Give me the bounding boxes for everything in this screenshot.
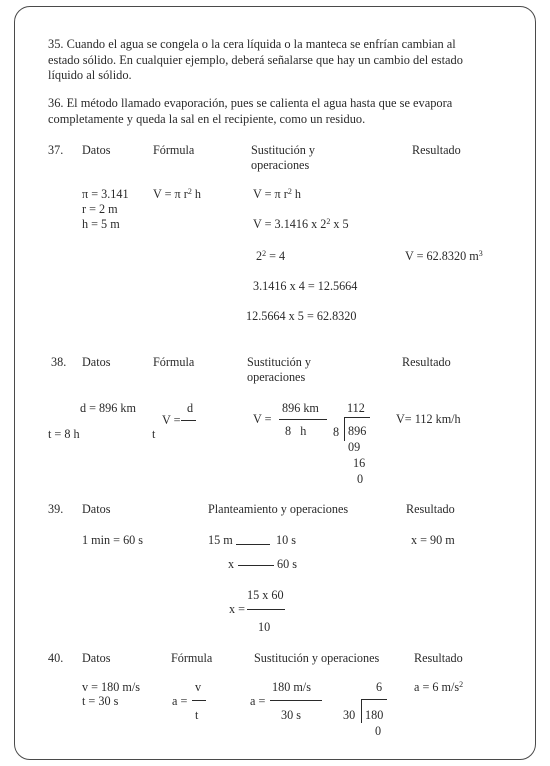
problem-40-div-dividend: 180: [365, 708, 384, 722]
answer-36-line2: completamente y queda la sal en el recipiente, como un residuo.: [48, 111, 366, 126]
problem-37-op4: 3.1416 x 4 = 12.5664: [253, 279, 358, 293]
problem-40-data-v: v = 180 m/s: [82, 680, 140, 694]
problem-40-result: a = 6 $m/s^2$: [414, 680, 464, 694]
problem-38-sust-den: 8 h: [285, 424, 307, 438]
problem-40-formula-den: t: [195, 708, 199, 722]
problem-38-div-dividend: 896: [348, 424, 367, 438]
problem-38-div-quotient: 112: [347, 401, 365, 415]
problem-38-data-d: d = 896 km: [80, 401, 136, 415]
problem-40-data-t: t = 30 s: [82, 694, 119, 708]
answer-35-line3: líquido al sólido.: [48, 68, 132, 82]
problem-39-frac-bar: [247, 609, 285, 610]
problem-39-frac-left: x =: [229, 602, 246, 616]
problem-40-number: 40.: [48, 651, 64, 665]
problem-39-row2-left: x: [228, 557, 235, 571]
problem-38-div-divisor: 8: [333, 425, 340, 439]
problem-40-div-divisor: 30: [343, 708, 356, 722]
problem-40-header-result: Resultado: [414, 651, 463, 665]
problem-38-div-rem1: 09: [348, 440, 361, 454]
problem-38-header-datos: Datos: [82, 355, 111, 369]
problem-38-sust-left: V =: [253, 412, 272, 426]
problem-39-result: x = 90 m: [411, 533, 455, 547]
problem-40-formula-bar: [192, 700, 206, 701]
answer-36: [48, 96, 452, 127]
problem-37-data-r: r = 2 m: [82, 202, 118, 216]
answer-36-line1: 36. El método llamado evaporación, pues se calienta el agua hasta que se evapora: [48, 96, 453, 110]
problem-39-frac-num: 15 x 60: [247, 588, 284, 602]
answer-35: [48, 37, 463, 84]
problem-38-sust-num: 896 km: [282, 401, 319, 415]
problem-40-div-top-bar: [361, 699, 387, 700]
problem-40-div-remainder: 0: [375, 724, 382, 738]
problem-38-formula-left: V =: [162, 413, 181, 427]
problem-38-header-result: Resultado: [402, 355, 451, 369]
problem-40-div-quotient: 6: [376, 680, 383, 694]
problem-38-number: 38.: [51, 355, 67, 369]
problem-39-row1-line: [236, 544, 270, 545]
problem-38-div-bracket: [344, 417, 345, 441]
problem-40-div-bracket: [361, 699, 362, 723]
problem-38-div-top-bar: [344, 417, 370, 418]
problem-37-header-result: Resultado: [412, 143, 461, 157]
problem-38-data-t: t = 8 h: [48, 427, 80, 441]
problem-37-header-datos: Datos: [82, 143, 111, 157]
problem-37-header-sust1: Sustitución y: [251, 143, 315, 157]
problem-39-number: 39.: [48, 502, 64, 516]
problem-38-formula-num: d: [187, 401, 194, 415]
problem-37-op2: V = 3.1416 x $2^2$ x 5: [253, 217, 349, 231]
problem-37-data-h: h = 5 m: [82, 217, 120, 231]
problem-38-header-sust2: operaciones: [247, 370, 306, 384]
problem-39-header-datos: Datos: [82, 502, 111, 516]
problem-37-op1: V = π $r^2$ h: [253, 187, 301, 201]
problem-40-sust-left: a =: [250, 694, 266, 708]
problem-39-row2-right: 60 s: [277, 557, 297, 571]
problem-37-formula: V = π $r^2$ h: [153, 187, 201, 201]
problem-40-sust-den: 30 s: [281, 708, 301, 722]
problem-40-sust-bar: [270, 700, 322, 701]
problem-37-number: 37.: [48, 143, 64, 157]
problem-40-formula-num: v: [195, 680, 202, 694]
answer-35-line1: 35. Cuando el agua se congela o la cera líquida o la manteca se enfrían cambian al: [48, 37, 456, 51]
problem-39-row1-left: 15 m: [208, 533, 233, 547]
problem-40-header-formula: Fórmula: [171, 651, 213, 665]
problem-37-op3: $2^2 = 4$: [256, 249, 286, 263]
problem-39-frac-den: 10: [258, 620, 271, 634]
problem-39-header-plant: Planteamiento y operaciones: [208, 502, 349, 516]
problem-37-op5: 12.5664 x 5 = 62.8320: [246, 309, 357, 323]
problem-39-row2-line: [238, 565, 274, 566]
problem-40-formula-left: a =: [172, 694, 188, 708]
problem-38-sust-bar: [279, 419, 327, 420]
problem-39-header-result: Resultado: [406, 502, 455, 516]
problem-38-header-formula: Fórmula: [153, 355, 195, 369]
problem-38-result: V= 112 km/h: [396, 412, 461, 426]
problem-37-header-formula: Fórmula: [153, 143, 195, 157]
problem-40-header-datos: Datos: [82, 651, 111, 665]
problem-38-div-rem2: 16: [353, 456, 366, 470]
problem-37-result: V = 62.8320 $m^3$: [405, 249, 483, 263]
problem-40-header-sust: Sustitución y operaciones: [254, 651, 380, 665]
problem-38-div-rem3: 0: [357, 472, 364, 486]
problem-37-data-pi: π = 3.141: [82, 187, 129, 201]
problem-38-formula-bar: [181, 420, 196, 421]
problem-39-row1-right: 10 s: [276, 533, 296, 547]
problem-39-data-min: 1 min = 60 s: [82, 533, 144, 547]
answer-35-line2: estado sólido. En cualquier ejemplo, deberá señalarse que hay un cambio del estado: [48, 52, 463, 67]
problem-37-header-sust2: operaciones: [251, 158, 310, 172]
problem-40-sust-num: 180 m/s: [272, 680, 311, 694]
problem-38-formula-den: t: [152, 427, 156, 441]
problem-38-header-sust1: Sustitución y: [247, 355, 311, 369]
